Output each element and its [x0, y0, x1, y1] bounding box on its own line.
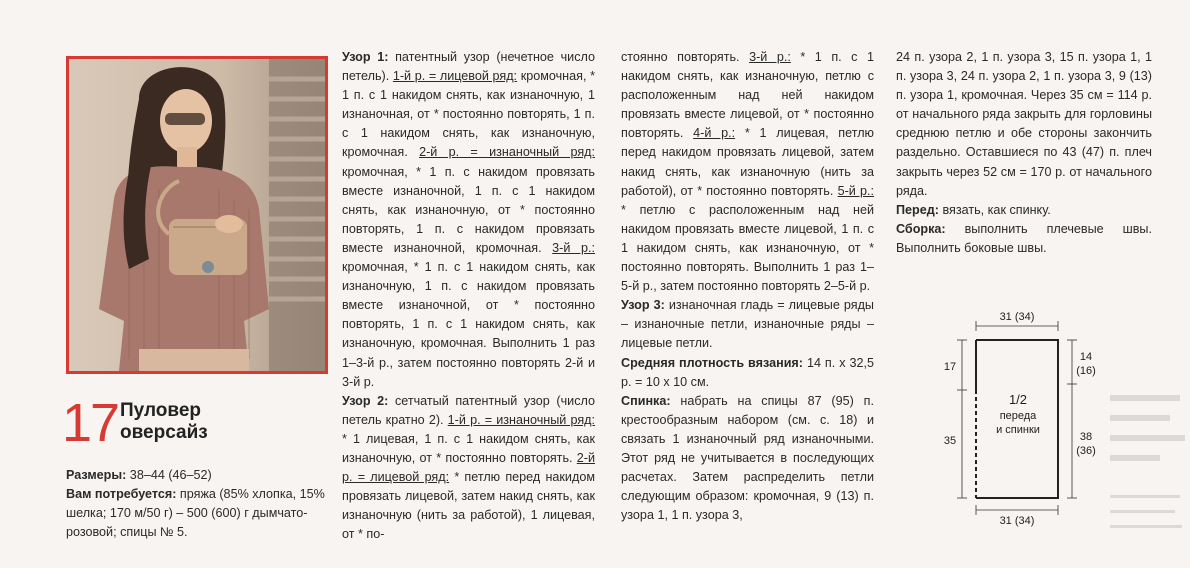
text-run: кромочная, * 1 п. с накидом провязать вместе изнаночной, 1 п. с 1 накидом снять, как изнаночную, от * постоянно повторять, 1 п. с накидом провязать вместе изнаночной, кромочная.: [342, 164, 595, 255]
text-run: 24 п. узора 2, 1 п. узора 3, 15 п. узора 1, 1 п. узора 3, 24 п. узора 2, 1 п. узора 3, 9 (13) п. узора 1, кромочная. Через 35 см = 114 р. от начального ряда закрыть для горловины среднюю петлю и обе стороны закончить раздельно. Оставшиеся по 43 (47) п. плеч закрыть через 52 см = 170 р. от начального ряда.: [896, 50, 1152, 198]
title-line-2: оверсайз: [120, 422, 208, 443]
right-upper-label: 14: [1079, 351, 1093, 363]
pattern-3-label: Узор 3:: [621, 298, 665, 313]
text-run: сетчатый патентный узор (число петель кратно 2).: [342, 393, 595, 427]
row-label: 3-й р.:: [749, 50, 791, 64]
text-run: патентный узор (нечетное число петель).: [342, 50, 595, 84]
pattern-2-paragraph: [342, 392, 595, 545]
title-line-1: Пуловер: [120, 400, 202, 421]
row-label: 1-й р. = изнаночный ряд:: [447, 412, 595, 427]
text-run: * 1 лицевая, 1 п. с 1 накидом снять, как изнаночную, от * постоянно повторять.: [342, 431, 595, 465]
text-run: изнаночная гладь = лицевые ряды – изнаночные петли, изнаночные ряды – лицевые петли.: [621, 298, 874, 351]
back-paragraph: [621, 392, 874, 526]
text-run: выполнить плечевые швы. Выполнить боковые швы.: [896, 221, 1152, 255]
text-run: набрать на спицы 87 (95) п. крестообразным набором (см. с. 18) и связать 1 изнаночный ряд изнаночными. Этот ряд не учитывается в последующих расчетах. Затем распределить петли следующим образом: кромочная, 9 (13) п. узора 1, 1 п. узора 3,: [621, 393, 874, 523]
bottom-width-label: 31 (34): [999, 515, 1035, 527]
right-lower-label-alt: (36): [1076, 445, 1096, 457]
left-upper-label: 17: [943, 361, 957, 373]
center-label-line-3: и спинки: [996, 424, 1040, 436]
pattern-2-continued: [621, 48, 874, 296]
pattern-1-label: Узор 1:: [342, 50, 389, 64]
text-run: * 1 лицевая, петлю перед накидом провязать лицевой, затем накид снять, как изнаночную (нить за работой), от * постоянно повторять.: [621, 126, 874, 198]
text-column-1: [342, 48, 595, 544]
row-label: 5-й р.:: [837, 183, 875, 198]
text-column-3: [896, 48, 1152, 258]
pattern-3-paragraph: [621, 296, 874, 353]
gauge-label: Средняя плотность вязания:: [621, 355, 803, 370]
text-run: кромочная, * 1 п. с 1 накидом снять, как изнаночную, 1 изнаночная, от * постоянно повторять, 1 п. с 1 накидом снять, как изнаночную, кромочная.: [342, 69, 595, 160]
model-photo: [66, 56, 328, 374]
sizes-label: Размеры:: [66, 468, 127, 482]
materials-block: [66, 466, 328, 542]
back-continued: [896, 48, 1152, 201]
article-name: [120, 400, 208, 444]
text-run: стоянно повторять.: [621, 50, 750, 64]
text-run: 14 п. х 32,5 р. = 10 х 10 см.: [621, 355, 874, 389]
right-upper-label-alt: (16): [1076, 365, 1096, 377]
sizes-line: [66, 466, 328, 485]
pattern-schematic: [900, 312, 1100, 527]
row-label: 1-й р. = лицевой ряд:: [392, 69, 518, 84]
text-column-2: [621, 48, 874, 525]
assembly-label: Сборка:: [896, 221, 946, 236]
top-width-label: 31 (34): [999, 312, 1035, 323]
text-run: вязать, как спинку.: [938, 202, 1051, 217]
bleed-through-texture: [1100, 385, 1190, 565]
row-label: 2-й р. = изнаночный ряд:: [419, 145, 595, 160]
front-paragraph: [896, 201, 1152, 220]
front-label: Перед:: [896, 202, 939, 217]
text-run: кромочная, * 1 п. с 1 накидом снять, как изнаночную, 1 п. с накидом провязать вместе изнаночной, от * постоянно повторять, 1 п. с 1 накидом снять, как изнаночную, кромочная. Выполнить 1 раз 1–3-й р., затем постоянно повторять 2-й и 3-й р.: [342, 260, 595, 389]
center-label-line-2: переда: [999, 410, 1037, 422]
need-line: [66, 485, 328, 542]
pattern-2-label: Узор 2:: [342, 393, 389, 408]
gauge-paragraph: [621, 354, 874, 392]
text-run: * петлю перед накидом провязать лицевой, затем накид снять, как изнаночную (нить за работой), 1 лицевая, от * по-: [342, 470, 595, 542]
left-lower-label: 35: [943, 435, 957, 447]
assembly-paragraph: [896, 220, 1152, 258]
article-title: [62, 393, 332, 456]
need-value: пряжа (85% хлопка, 15% шелка; 170 м/50 г) – 500 (600) г дымчато-розовой; спицы № 5.: [66, 487, 325, 539]
sizes-value: 38–44 (46–52): [126, 468, 212, 482]
text-run: * 1 п. с 1 накидом снять, как изнаночную, петлю с расположенным над ней накидом провязать вместе лицевой, от * постоянно повторять.: [621, 50, 874, 141]
text-run: * петлю с расположенным над ней накидом провязать вместе лицевой, 1 п. с 1 накидом снять, как изнаночную, от * постоянно повторять. Выполнить 1 раз 1–5-й р., затем постоянно повторять 2–5-й р.: [621, 202, 874, 294]
row-label: 4-й р.:: [693, 126, 736, 141]
right-lower-label: 38: [1079, 431, 1093, 443]
pattern-1-paragraph: [342, 48, 595, 392]
center-label-fraction: 1/2: [1008, 392, 1028, 407]
back-label: Спинка:: [621, 393, 671, 408]
row-label: 2-й р. = лицевой ряд:: [342, 450, 595, 485]
row-label: 3-й р.:: [552, 240, 595, 255]
article-number: 17: [62, 393, 119, 453]
need-label: Вам потребуется:: [66, 487, 177, 501]
